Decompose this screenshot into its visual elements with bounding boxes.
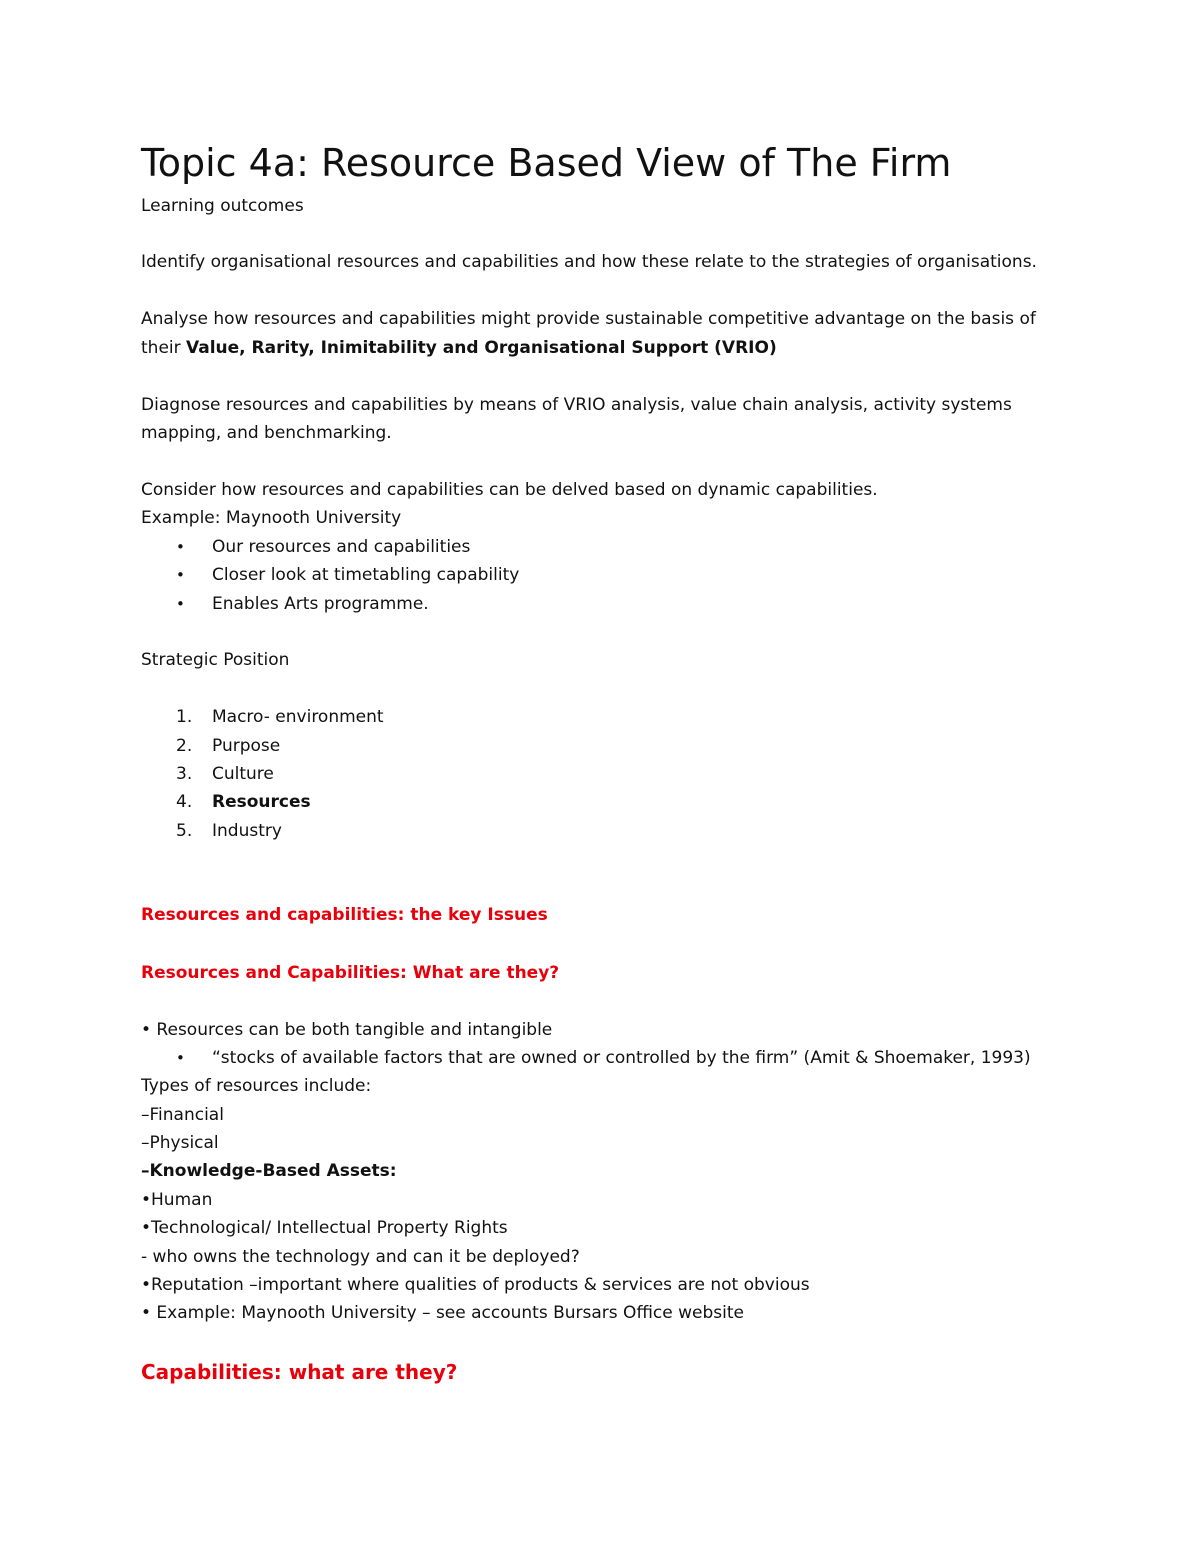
type-knowledge: –Knowledge-Based Assets: — [141, 1161, 397, 1181]
list-number: 5. — [176, 821, 193, 841]
type-physical: –Physical — [141, 1133, 219, 1153]
example-bullet-1: Our resources and capabilities — [212, 537, 471, 557]
strategic-item-culture: Culture — [212, 764, 274, 784]
outcome-analyse: Analyse how resources and capabilities might provide sustainable competitive advantage on the basis of — [141, 309, 1036, 329]
example-bullet-2: Closer look at timetabling capability — [212, 565, 520, 585]
outcome-consider: Consider how resources and capabilities can be delved based on dynamic capabilities. — [141, 480, 878, 500]
types-label: Types of resources include: — [141, 1076, 372, 1096]
kb-example: • Example: Maynooth University – see accounts Bursars Office website — [141, 1303, 744, 1323]
example-label: Example: Maynooth University — [141, 508, 402, 528]
outcome-analyse-cont — [141, 337, 777, 359]
resources-tangible-line: • Resources can be both tangible and intangible — [141, 1020, 553, 1040]
example-bullet-3: Enables Arts programme. — [212, 594, 429, 614]
bullet-icon: • — [176, 1049, 185, 1067]
type-financial: –Financial — [141, 1105, 224, 1125]
resources-quote: “stocks of available factors that are owned or controlled by the firm” (Amit & Shoemaker, 1993) — [212, 1048, 1031, 1068]
bullet-icon: • — [176, 566, 185, 584]
learning-outcomes-label: Learning outcomes — [141, 196, 304, 216]
bullet-icon: • — [176, 538, 185, 556]
list-number: 4. — [176, 792, 193, 812]
list-number: 2. — [176, 736, 193, 756]
heading-key-issues: Resources and capabilities: the key Issues — [141, 905, 548, 925]
outcome-identify: Identify organisational resources and capabilities and how these relate to the strategies of organisations. — [141, 252, 1037, 272]
list-number: 1. — [176, 707, 193, 727]
strategic-item-macro: Macro- environment — [212, 707, 384, 727]
heading-capabilities: Capabilities: what are they? — [141, 1360, 458, 1384]
strategic-item-industry: Industry — [212, 821, 282, 841]
outcome-diagnose-cont: mapping, and benchmarking. — [141, 423, 392, 443]
bullet-icon: • — [176, 595, 185, 613]
strategic-position-label: Strategic Position — [141, 650, 290, 670]
outcome-analyse-their: their — [141, 338, 187, 358]
kb-human: •Human — [141, 1190, 213, 1210]
strategic-item-purpose: Purpose — [212, 736, 281, 756]
page-title: Topic 4a: Resource Based View of The Firm — [141, 141, 952, 185]
kb-tech: •Technological/ Intellectual Property Rights — [141, 1218, 508, 1238]
outcome-diagnose: Diagnose resources and capabilities by means of VRIO analysis, value chain analysis, activity systems — [141, 395, 1012, 415]
vrio-bold-text: Value, Rarity, Inimitability and Organisational Support (VRIO) — [186, 338, 777, 358]
kb-tech-note: - who owns the technology and can it be deployed? — [141, 1247, 580, 1267]
strategic-item-resources: Resources — [212, 792, 311, 812]
list-number: 3. — [176, 764, 193, 784]
kb-reputation: •Reputation –important where qualities of products & services are not obvious — [141, 1275, 810, 1295]
heading-what-are-they: Resources and Capabilities: What are they? — [141, 963, 560, 983]
